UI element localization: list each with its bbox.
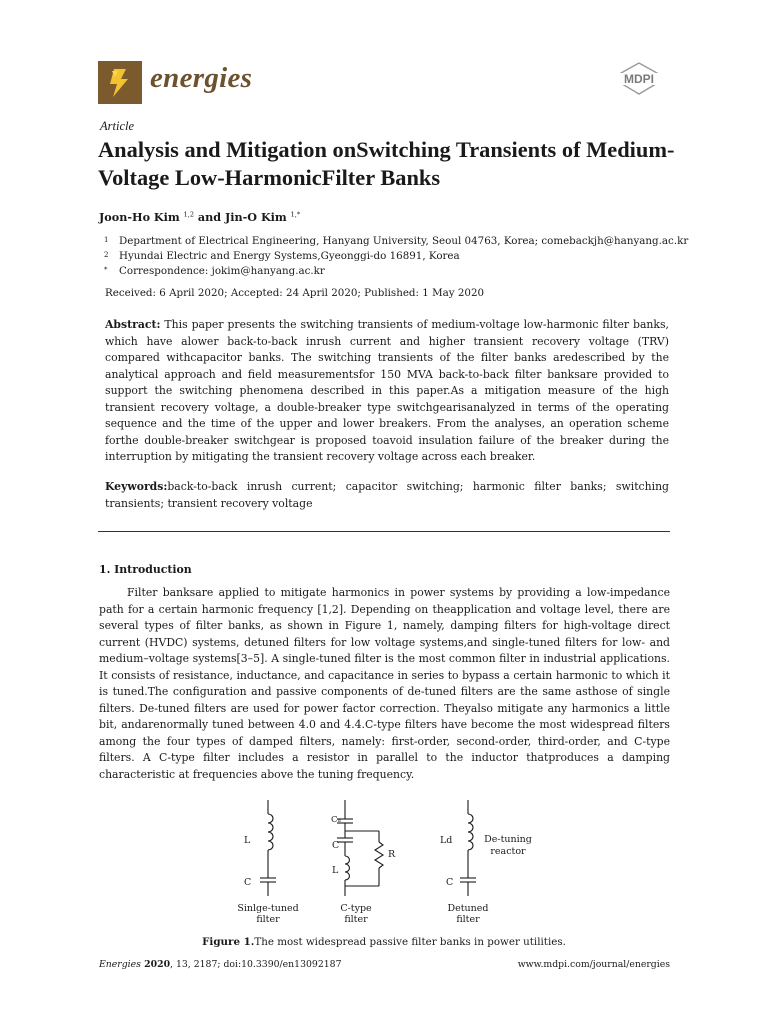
figure-caption: [0, 936, 768, 948]
affiliation-item: [104, 265, 325, 277]
publication-dates: Received: 6 April 2020; Accepted: 24 April 2020; Published: 1 May 2020: [105, 287, 485, 299]
correspondence-text: Correspondence: jokim@hanyang.ac.kr: [119, 265, 325, 277]
footer-doi[interactable]: , 13, 2187; doi:10.3390/en13092187: [170, 959, 342, 970]
author-affiliation-mark: 1,2: [183, 210, 194, 219]
abstract-label: Abstract:: [105, 318, 161, 331]
mdpi-logo-icon: [608, 62, 670, 96]
single-tuned-filter-schematic: [260, 800, 276, 896]
filter-circuit-diagram: [228, 796, 558, 930]
detuned-filter-schematic: [460, 800, 476, 896]
affiliation-mark: 2: [104, 251, 109, 259]
journal-name: energies: [150, 62, 253, 94]
author-name[interactable]: Joon-Ho Kim: [99, 210, 180, 224]
abstract-text: This paper presents the switching transients of medium-voltage low-harmonic filter banks, which have alower back-to-back inrush current and higher transient recovery voltage (TRV) compared withcapacitor banks. The switching transients of the filter banks aredescribed by the analytical approach and field measurementsfor 150 MVA back-to-back filter banksare provided to support the switching phenomena described in this paper.As a mitigation measure of the high transient recovery voltage, a double-breaker type switchgearisanalyzed in terms of the operating sequence and the time of the upper and lower breakers. From the analyses, an operation scheme forthe double-breaker switchgear is proposed toavoid insulation failure of the breaker during the interruption by mitigating the transient recovery voltage across each breaker.: [105, 318, 669, 463]
publisher-name: MDPI: [624, 72, 654, 86]
affiliation-item: [104, 235, 688, 247]
caption-c-type: filter: [344, 914, 368, 925]
footer-citation: [99, 959, 342, 970]
caption-single-tuned: filter: [256, 914, 280, 925]
introduction-paragraph: Filter banksare applied to mitigate harmonics in power systems by providing a low-impedance path for a certain harmonic frequency [1,2]. Depending on theapplication and voltage level, there are several types of filter banks, as shown in Figure 1, namely, damping filters for high-voltage direct current (HVDC) systems, detuned filters for low voltage systems,and single-tuned filters for low- and medium–voltage systems[3–5]. A single-tuned filter is the most common filter in industrial applications. It consists of resistance, inductance, and capacitance in series to bypass a certain harmonic to which it is tuned.The configuration and passive components of de-tuned filters are the same asthose of single filters. De-tuned filters are used for power factor correction. Theyalso mitigate any harmonics a little bit, andarenormally tuned between 4.0 and 4.4.C-type filters have become the most widespread filters among the four types of damped filters, namely: first-order, second-order, third-order, and C-type filters. A C-type filter includes a resistor in parallel to the inductor thatproduces a damping characteristic at frequencies above the tuning frequency.: [99, 586, 670, 781]
author-name[interactable]: Jin-O Kim: [224, 210, 287, 224]
affiliation-mark: *: [104, 266, 108, 274]
caption-c-type: C-type: [340, 903, 372, 914]
label-inductor-l: L: [332, 865, 339, 876]
affiliation-item: [104, 250, 460, 262]
footer-journal: Energies: [99, 959, 141, 970]
footer-journal-url[interactable]: www.mdpi.com/journal/energies: [517, 959, 670, 970]
caption-detuned: filter: [456, 914, 480, 925]
section-heading: 1. Introduction: [99, 563, 192, 576]
label-inductor-ld: Ld: [440, 835, 453, 846]
affiliation-mark: 1: [104, 236, 109, 244]
c-type-filter-schematic: [337, 800, 383, 896]
keywords: [105, 479, 669, 512]
section-divider: [98, 531, 670, 532]
article-type: Article: [100, 119, 135, 133]
keywords-text: back-to-back inrush current; capacitor switching; harmonic filter banks; switching transients; transient recovery voltage: [105, 480, 669, 510]
caption-detuned: Detuned: [447, 903, 489, 914]
affiliation-text: Hyundai Electric and Energy Systems,Gyeonggi-do 16891, Korea: [119, 250, 460, 262]
footer-year: 2020: [140, 959, 171, 970]
label-capacitor-c: C: [244, 877, 252, 888]
label-resistor-r: R: [388, 849, 396, 860]
author-list: [99, 210, 300, 224]
label-capacitor-cu: Cᵤ: [331, 815, 341, 825]
author-conjunction: and: [193, 210, 225, 224]
keywords-label: Keywords:: [105, 480, 168, 493]
figure-caption-text: The most widespread passive filter banks in power utilities.: [254, 936, 566, 948]
label-capacitor-c: C: [446, 877, 454, 888]
affiliation-text: Department of Electrical Engineering, Hanyang University, Seoul 04763, Korea; comebackjh@hanyang.ac.kr: [119, 235, 689, 247]
label-detuning-reactor: reactor: [490, 846, 526, 857]
article-title: Analysis and Mitigation onSwitching Transients of Medium-Voltage Low-HarmonicFilter Banks: [98, 137, 675, 190]
label-capacitor-c: C: [332, 840, 340, 851]
label-detuning-reactor: De-tuning: [484, 834, 532, 845]
label-inductor-l: L: [244, 835, 251, 846]
publisher-logo: [608, 62, 670, 96]
caption-single-tuned: Sinlge-tuned: [237, 903, 299, 914]
lightning-bolt-icon: [98, 61, 142, 104]
journal-logo-icon: [98, 61, 142, 104]
abstract: [105, 317, 669, 466]
author-affiliation-mark: 1,*: [290, 210, 301, 219]
figure-caption-label: Figure 1.: [202, 936, 255, 948]
